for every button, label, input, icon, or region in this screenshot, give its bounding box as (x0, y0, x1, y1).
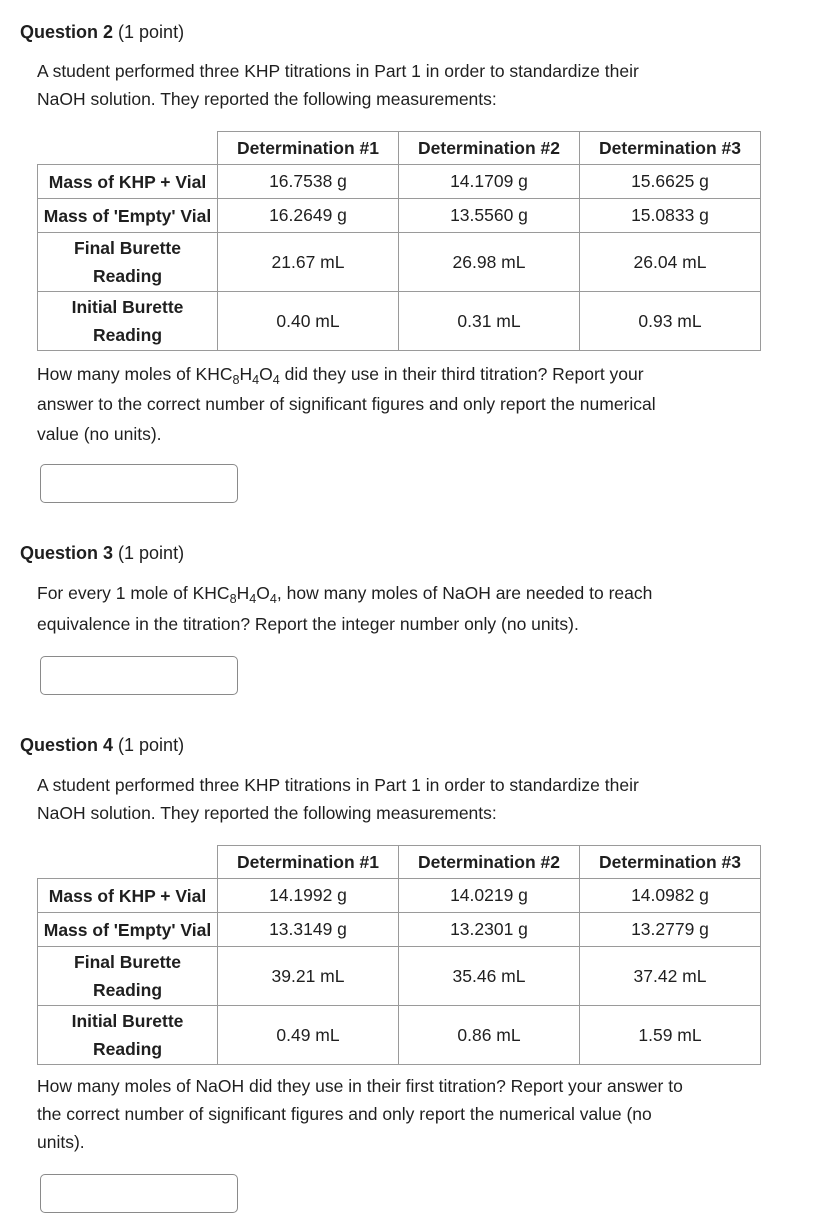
table-cell: 0.49 mL (218, 1006, 399, 1065)
question-number: Question 4 (20, 735, 114, 755)
table-row (38, 1006, 761, 1065)
table-cell: 16.7538 g (218, 165, 399, 199)
question-4-answer-input[interactable] (40, 1174, 238, 1213)
row-label: Mass of KHP + Vial (38, 879, 218, 913)
intro-line: NaOH solution. They reported the following measurements: (37, 89, 497, 109)
row-label: Mass of KHP + Vial (38, 165, 218, 199)
question-3-title (20, 542, 184, 564)
question-4-measurements-table (37, 845, 761, 1065)
prompt-line: How many moles of $KHC_8H_4O_4$ did they use in their third titration? Report your (37, 364, 644, 387)
table-cell: 14.0982 g (580, 879, 761, 913)
table-cell: 1.59 mL (580, 1006, 761, 1065)
row-label-line: Initial Burette (71, 297, 184, 317)
row-label (38, 292, 218, 351)
question-3-prompt (37, 578, 652, 640)
row-label: Mass of 'Empty' Vial (38, 913, 218, 947)
row-label (38, 1006, 218, 1065)
intro-line: NaOH solution. They reported the following measurements: (37, 803, 497, 823)
table-cell: 14.1992 g (218, 879, 399, 913)
question-points: (1 point) (118, 543, 185, 563)
table-header-row (38, 846, 761, 879)
row-label-line: Reading (92, 1039, 163, 1059)
prompt-line: equivalence in the titration? Report the integer number only (no units). (37, 614, 579, 634)
table-cell: 37.42 mL (580, 947, 761, 1006)
table-header-cell: Determination #3 (580, 846, 761, 879)
table-row (38, 879, 761, 913)
row-label-line: Final Burette (74, 952, 181, 972)
table-cell: 15.0833 g (580, 199, 761, 233)
row-label (38, 947, 218, 1006)
table-cell: 26.98 mL (399, 233, 580, 292)
prompt-line: answer to the correct number of significant figures and only report the numerical (37, 394, 656, 414)
question-4-title (20, 734, 184, 756)
table-cell: 14.0219 g (399, 879, 580, 913)
intro-line: A student performed three KHP titrations in Part 1 in order to standardize their (37, 775, 639, 795)
prompt-line: the correct number of significant figures and only report the numerical value (no (37, 1104, 652, 1124)
table-cell: 13.5560 g (399, 199, 580, 233)
question-4-prompt (37, 1072, 683, 1156)
question-2-prompt (37, 359, 656, 449)
table-cell: 13.2301 g (399, 913, 580, 947)
prompt-line: How many moles of NaOH did they use in their first titration? Report your answer to (37, 1076, 683, 1096)
table-cell: 14.1709 g (399, 165, 580, 199)
table-cell: 21.67 mL (218, 233, 399, 292)
question-2-title (20, 21, 184, 43)
question-number: Question 2 (20, 22, 114, 42)
table-row (38, 947, 761, 1006)
row-label-line: Final Burette (74, 238, 181, 258)
table-header-blank (38, 132, 218, 165)
table-cell: 16.2649 g (218, 199, 399, 233)
intro-line: A student performed three KHP titrations in Part 1 in order to standardize their (37, 61, 639, 81)
table-cell: 13.3149 g (218, 913, 399, 947)
table-cell: 0.86 mL (399, 1006, 580, 1065)
table-header-row (38, 132, 761, 165)
table-row (38, 233, 761, 292)
table-header-cell: Determination #1 (218, 846, 399, 879)
question-2-intro (37, 57, 639, 113)
table-header-cell: Determination #3 (580, 132, 761, 165)
question-points: (1 point) (118, 735, 185, 755)
question-4-intro (37, 771, 639, 827)
row-label: Mass of 'Empty' Vial (38, 199, 218, 233)
table-row (38, 292, 761, 351)
table-header-cell: Determination #1 (218, 132, 399, 165)
question-points: (1 point) (118, 22, 185, 42)
table-header-cell: Determination #2 (399, 132, 580, 165)
table-cell: 0.40 mL (218, 292, 399, 351)
prompt-line: value (no units). (37, 424, 162, 444)
table-cell: 35.46 mL (399, 947, 580, 1006)
row-label-line: Reading (92, 980, 163, 1000)
table-header-cell: Determination #2 (399, 846, 580, 879)
table-cell: 15.6625 g (580, 165, 761, 199)
prompt-line: units). (37, 1132, 85, 1152)
row-label-line: Reading (92, 325, 163, 345)
table-cell: 26.04 mL (580, 233, 761, 292)
question-2-answer-input[interactable] (40, 464, 238, 503)
table-cell: 13.2779 g (580, 913, 761, 947)
table-cell: 0.31 mL (399, 292, 580, 351)
row-label (38, 233, 218, 292)
prompt-line: For every 1 mole of $KHC_8H_4O_4$, how many moles of NaOH are needed to reach (37, 583, 653, 606)
question-3-answer-input[interactable] (40, 656, 238, 695)
table-header-blank (38, 846, 218, 879)
row-label-line: Initial Burette (71, 1011, 184, 1031)
table-row (38, 165, 761, 199)
question-2-measurements-table (37, 131, 761, 351)
table-cell: 39.21 mL (218, 947, 399, 1006)
table-row (38, 913, 761, 947)
table-cell: 0.93 mL (580, 292, 761, 351)
question-number: Question 3 (20, 543, 114, 563)
table-row (38, 199, 761, 233)
row-label-line: Reading (92, 266, 163, 286)
